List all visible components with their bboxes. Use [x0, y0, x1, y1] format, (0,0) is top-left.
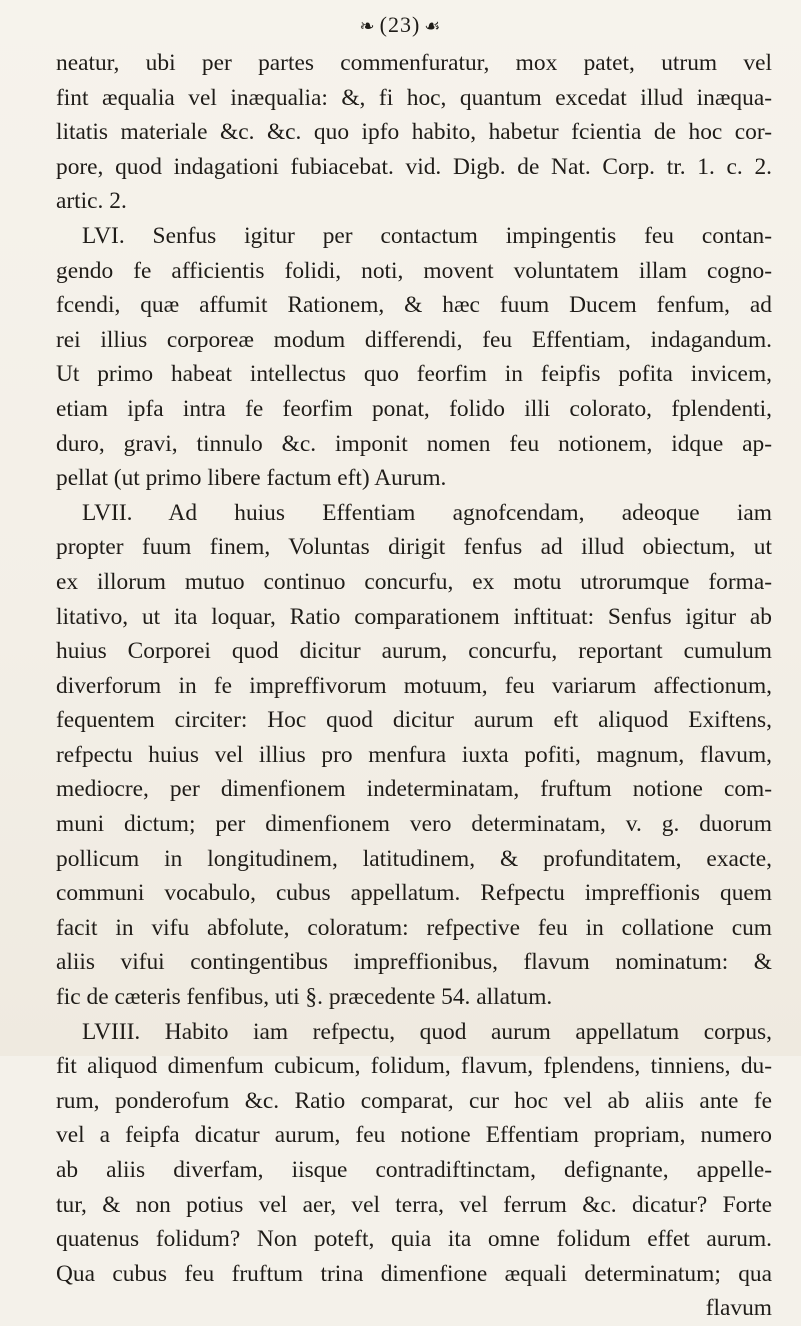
text-line: ab aliis diverfam, iisque contradiftinctam, defignante, appelle- [56, 1157, 772, 1183]
text-line: rei illius corporeæ modum differendi, feu Effentiam, indagandum. [56, 326, 772, 353]
paragraph-start-lvii: LVII. Ad huius Effentiam agnofcendam, adeoque iam [82, 499, 772, 526]
text-line: fint æqualia vel inæqualia: &, fi hoc, quantum excedat illud inæqua- [56, 84, 772, 111]
text-line: fcendi, quæ affumit Rationem, & hæc fuum Ducem fenfum, ad [56, 292, 772, 319]
text-line: refpectu huius vel illius pro menfura iuxta pofiti, magnum, flavum, [56, 741, 772, 768]
text-line: fit aliquod dimenfum cubicum, folidum, flavum, fplendens, tinniens, du- [56, 1053, 772, 1080]
text-line: fequentem circiter: Hoc quod dicitur aurum eft aliquod Exiftens, [56, 707, 772, 734]
text-line: tur, & non potius vel aer, vel terra, vel ferrum &c. dicatur? Forte [56, 1191, 772, 1218]
text-line: muni dictum; per dimenfionem vero determinatam, v. g. duorum [56, 811, 772, 838]
text-line: aliis vifui contingentibus impreffionibus, flavum nominatum: & [56, 949, 772, 976]
text-line: mediocre, per dimenfionem indeterminatam, fruftum notione com- [56, 776, 772, 803]
page-number-text: (23) [379, 12, 421, 37]
text-line: pollicum in longitudinem, latitudinem, & profunditatem, exacte, [56, 845, 772, 872]
text-line: Ut primo habeat intellectus quo feorfim in feipfis pofita invicem, [56, 361, 772, 388]
text-line: pellat (ut primo libere factum eft) Aurum. [56, 465, 447, 492]
text-line: ex illorum mutuo continuo concurfu, ex motu utrorumque forma- [56, 568, 772, 595]
text-line: huius Corporei quod dicitur aurum, concurfu, reportant cumulum [56, 638, 772, 665]
catchword: flavum [705, 1295, 772, 1322]
text-line: fic de cæteris fenfibus, uti §. præcedente 54. allatum. [56, 984, 553, 1011]
text-line: diverforum in fe impreffivorum motuum, feu variarum affectionum, [56, 672, 772, 699]
paragraph-start-lvi: LVI. Senfus igitur per contactum impingentis feu contan- [82, 222, 772, 249]
page-number [0, 12, 801, 38]
text-line: artic. 2. [56, 188, 127, 215]
text-line: litativo, ut ita loquar, Ratio comparationem inftituat: Senfus igitur ab [56, 603, 772, 630]
text-line: gendo fe afficientis folidi, noti, movent voluntatem illam cogno- [56, 257, 772, 284]
text-line: rum, ponderofum &c. Ratio comparat, cur hoc vel ab aliis ante fe [56, 1087, 772, 1114]
text-line: quatenus folidum? Non poteft, quia ita omne folidum effet aurum. [56, 1226, 772, 1253]
paragraph-start-lviii: LVIII. Habito iam refpectu, quod aurum appellatum corpus, [82, 1018, 772, 1045]
text-line: communi vocabulo, cubus appellatum. Refpectu impreffionis quem [56, 880, 772, 907]
fleuron-left-icon: ❧ [359, 16, 376, 36]
text-line: Qua cubus feu fruftum trina dimenfione æquali determinatum; qua [56, 1260, 772, 1287]
text-line: neatur, ubi per partes commenfuratur, mox patet, utrum vel [56, 50, 772, 76]
text-line: etiam ipfa intra fe feorfim ponat, folido illi colorato, fplendenti, [56, 395, 772, 422]
text-line: facit in vifu abfolute, coloratum: refpective feu in collatione cum [56, 914, 772, 941]
text-line: litatis materiale &c. &c. quo ipfo habito, habetur fcientia de hoc cor- [56, 119, 772, 146]
text-line: duro, gravi, tinnulo &c. imponit nomen feu notionem, idque ap- [56, 430, 772, 457]
fleuron-right-icon: ☙ [424, 16, 442, 36]
body-text [56, 46, 772, 1326]
text-line: vel a feipfa dicatur aurum, feu notione Effentiam propriam, numero [56, 1122, 772, 1149]
text-line: pore, quod indagationi fubiacebat. vid. Digb. de Nat. Corp. tr. 1. c. 2. [56, 153, 772, 180]
text-line: propter fuum finem, Voluntas dirigit fenfus ad illud obiectum, ut [56, 534, 772, 561]
